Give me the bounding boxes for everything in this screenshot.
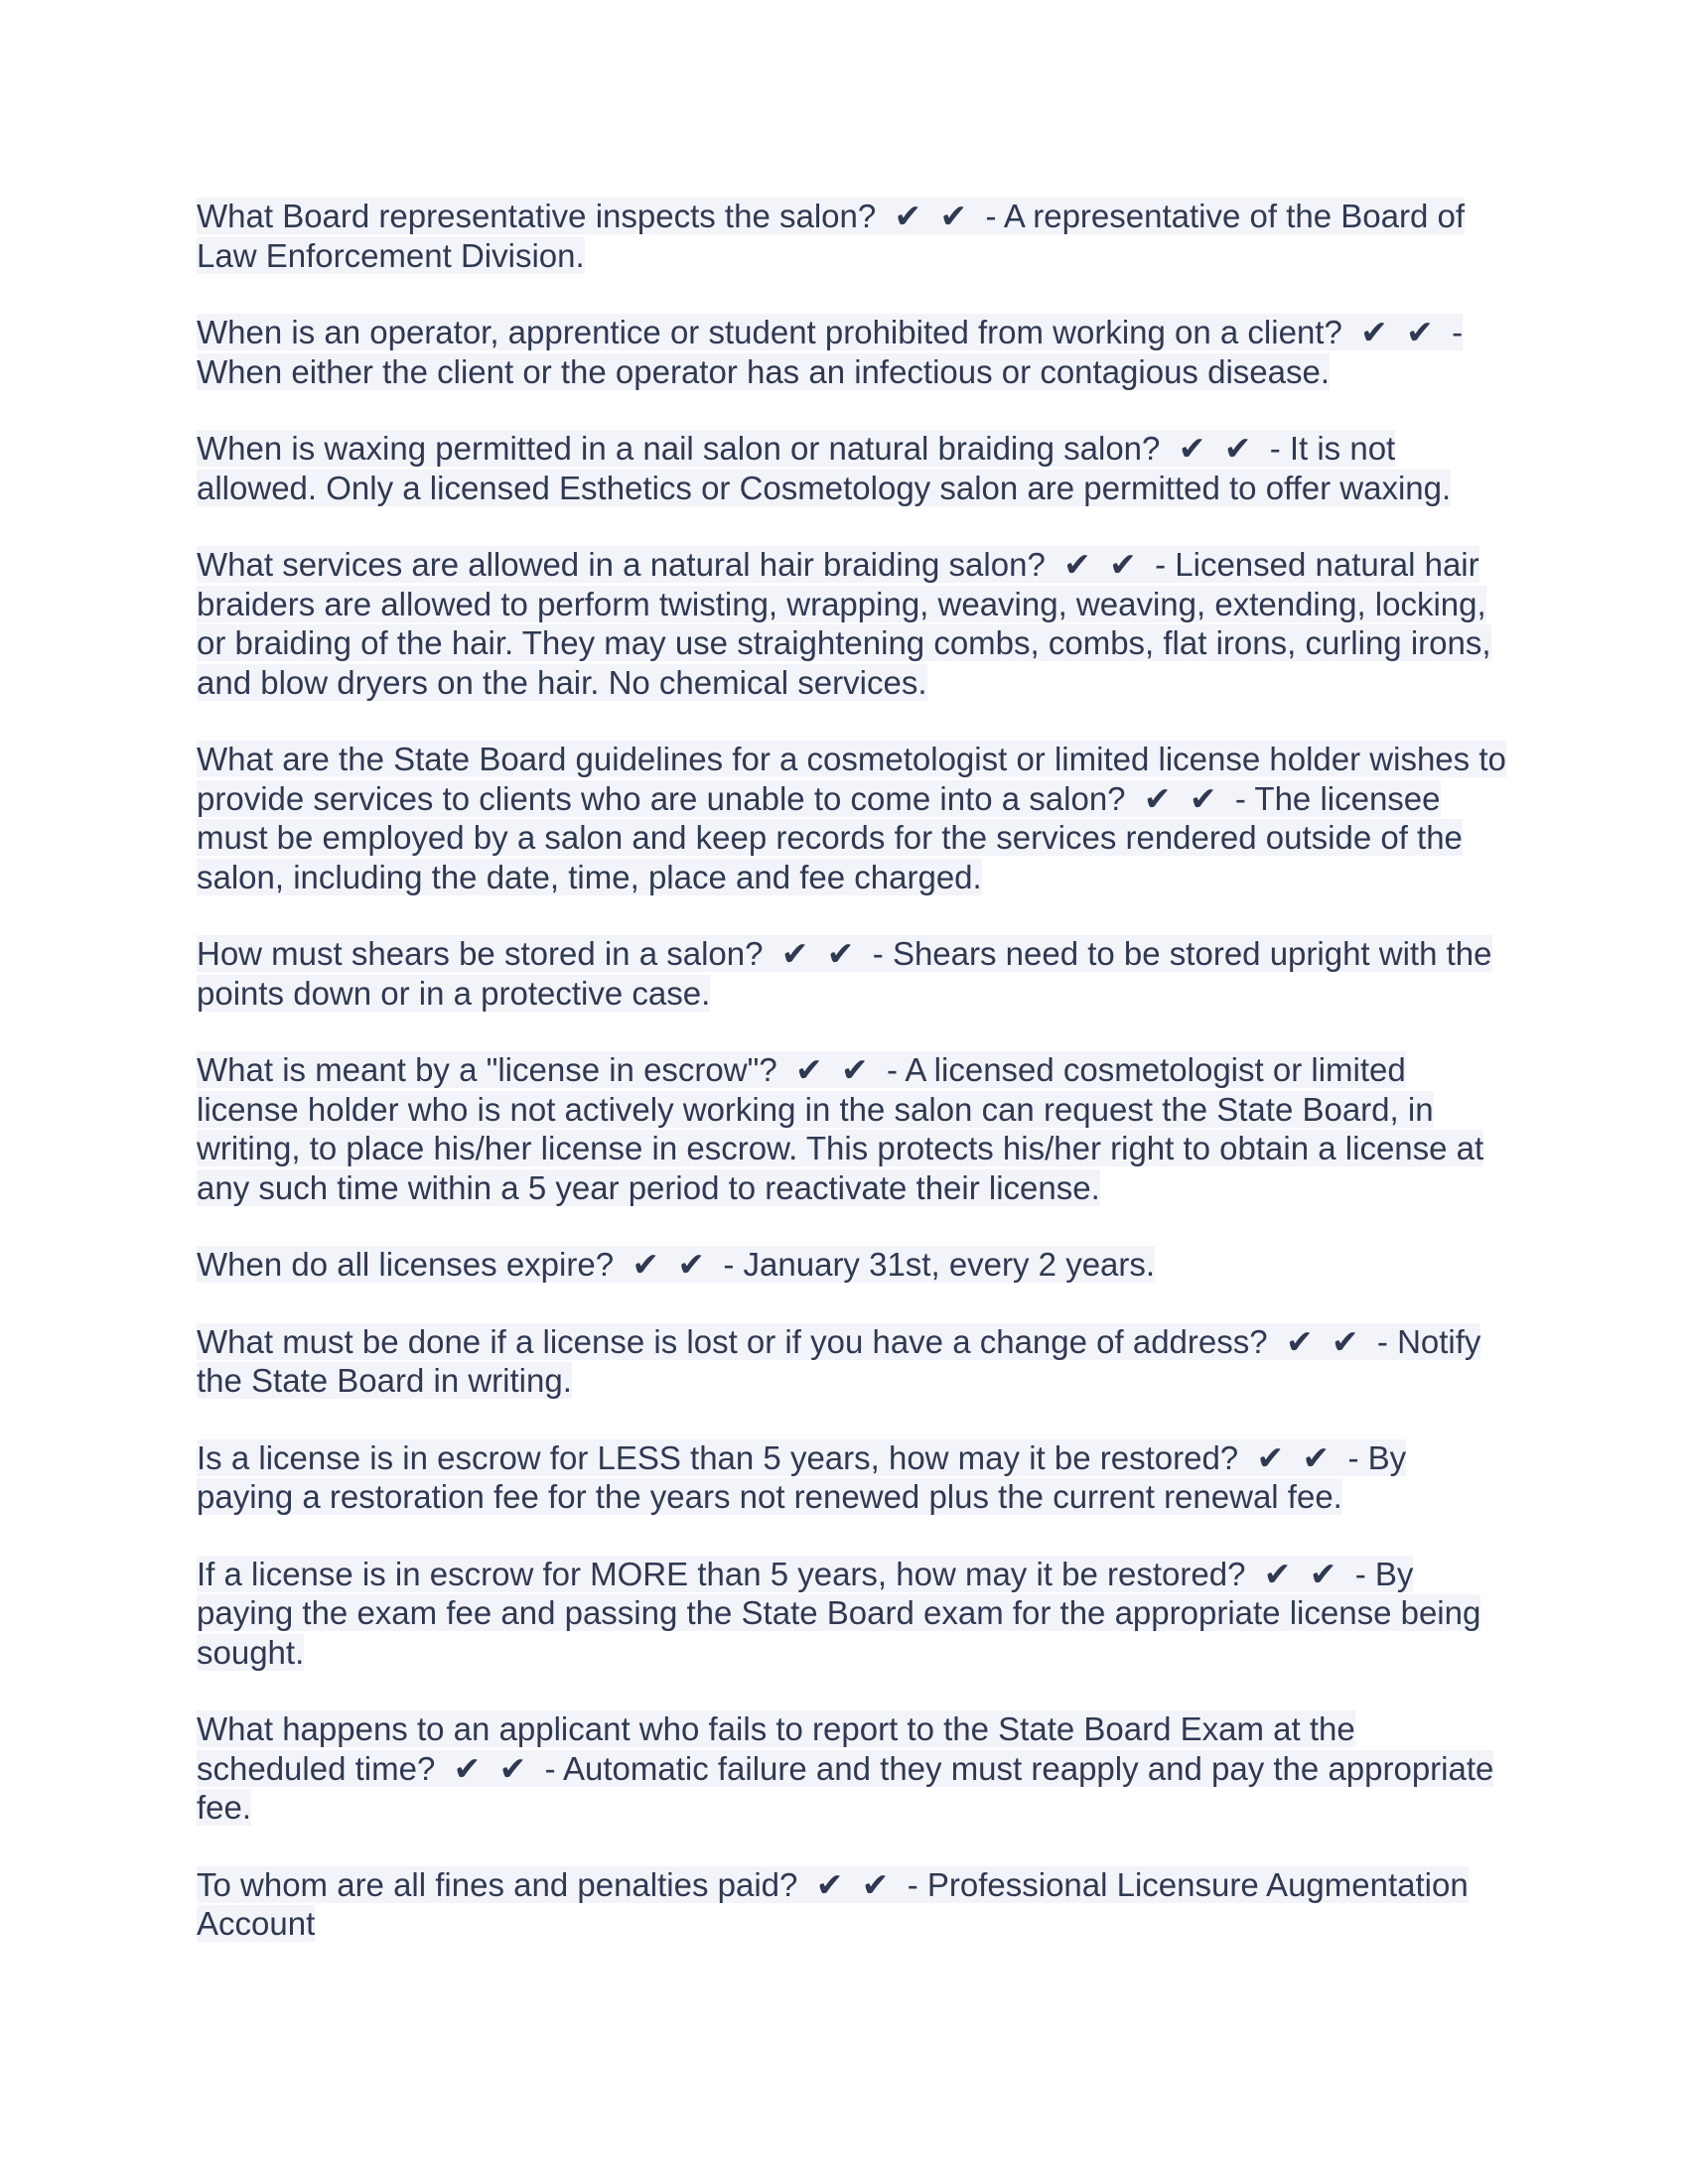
qa-item bbox=[197, 1438, 1507, 1517]
answer-text: - It is not allowed. Only a licensed Esthetics or Cosmetology salon are permitted to offer waxing. bbox=[197, 430, 1452, 506]
check-marks-icon: ✔ ✔ bbox=[614, 1246, 724, 1283]
answer-text: - By paying a restoration fee for the years not renewed plus the current renewal fee. bbox=[197, 1438, 1407, 1515]
check-marks-icon: ✔ ✔ bbox=[1125, 779, 1235, 817]
answer-text: - When either the client or the operator has an infectious or contagious disease. bbox=[197, 314, 1464, 390]
question-text: What happens to an applicant who fails to report to the State Board Exam at the scheduled time? bbox=[197, 1710, 1355, 1787]
answer-text: - A licensed cosmetologist or limited license holder who is not actively working in the salon can request the State Board, in writing, to place his/her license in escrow. This protects his/her right to obtain a license at any such time within a 5 year period to reactivate their license. bbox=[197, 1051, 1484, 1206]
answer-text: - The licensee must be employed by a salon and keep records for the services rendered outside of the salon, including the date, time, place and fee charged. bbox=[197, 779, 1463, 895]
qa-item bbox=[197, 545, 1507, 702]
answer-text: - Notify the State Board in writing. bbox=[197, 1322, 1481, 1399]
document-page bbox=[197, 197, 1507, 1981]
qa-item bbox=[197, 740, 1507, 896]
answer-text: - Shears need to be stored upright with the points down or in a protective case. bbox=[197, 935, 1492, 1012]
answer-text: - January 31st, every 2 years. bbox=[723, 1246, 1156, 1283]
check-marks-icon: ✔ ✔ bbox=[1160, 430, 1270, 467]
answer-text: - Licensed natural hair braiders are allowed to perform twisting, wrapping, weaving, weaving, extending, locking, or braiding of the hair. They may use straightening combs, combs, flat irons, curling irons, and blow dryers on the hair. No chemical services. bbox=[197, 546, 1491, 701]
qa-item bbox=[197, 1322, 1507, 1401]
check-marks-icon: ✔ ✔ bbox=[1341, 314, 1453, 350]
question-text: When is waxing permitted in a nail salon or natural braiding salon? bbox=[197, 430, 1161, 467]
question-text: What is meant by a "license in escrow"? bbox=[197, 1051, 777, 1088]
question-text: What are the State Board guidelines for a cosmetologist or limited license holder wishes to provide services to clients who are unable to come into a salon? bbox=[197, 741, 1506, 817]
check-marks-icon: ✔ ✔ bbox=[435, 1749, 545, 1787]
qa-item bbox=[197, 934, 1507, 1013]
check-marks-icon: ✔ ✔ bbox=[876, 198, 986, 234]
question-text: When do all licenses expire? bbox=[197, 1246, 615, 1283]
question-text: How must shears be stored in a salon? bbox=[197, 935, 764, 972]
check-marks-icon: ✔ ✔ bbox=[1045, 546, 1156, 583]
question-text: What must be done if a license is lost or if you have a change of address? bbox=[197, 1322, 1268, 1360]
check-marks-icon: ✔ ✔ bbox=[797, 1865, 908, 1903]
question-text: Is a license is in escrow for LESS than 5 years, how may it be restored? bbox=[197, 1438, 1239, 1476]
check-marks-icon: ✔ ✔ bbox=[1267, 1322, 1377, 1360]
question-text: If a license is in escrow for MORE than 5 years, how may it be restored? bbox=[197, 1555, 1246, 1592]
qa-item bbox=[197, 429, 1507, 507]
check-marks-icon: ✔ ✔ bbox=[776, 1051, 887, 1088]
qa-item bbox=[197, 1709, 1507, 1828]
question-text: What Board representative inspects the salon? bbox=[197, 198, 877, 234]
check-marks-icon: ✔ ✔ bbox=[763, 935, 873, 972]
question-text: When is an operator, apprentice or student prohibited from working on a client? bbox=[197, 314, 1342, 350]
question-text: What services are allowed in a natural hair braiding salon? bbox=[197, 546, 1046, 583]
answer-text: - A representative of the Board of Law Enforcement Division. bbox=[197, 198, 1465, 274]
qa-item bbox=[197, 1865, 1507, 1944]
answer-text: - By paying the exam fee and passing the State Board exam for the appropriate license being sought. bbox=[197, 1555, 1481, 1671]
qa-item bbox=[197, 1245, 1507, 1285]
answer-text: - Automatic failure and they must reapply and pay the appropriate fee. bbox=[197, 1749, 1494, 1826]
qa-item bbox=[197, 1050, 1507, 1207]
qa-item bbox=[197, 313, 1507, 391]
qa-item bbox=[197, 1555, 1507, 1673]
answer-text: - Professional Licensure Augmentation Account bbox=[197, 1865, 1469, 1942]
question-text: To whom are all fines and penalties paid? bbox=[197, 1865, 798, 1903]
check-marks-icon: ✔ ✔ bbox=[1238, 1438, 1348, 1476]
qa-item bbox=[197, 197, 1507, 275]
check-marks-icon: ✔ ✔ bbox=[1245, 1555, 1355, 1592]
